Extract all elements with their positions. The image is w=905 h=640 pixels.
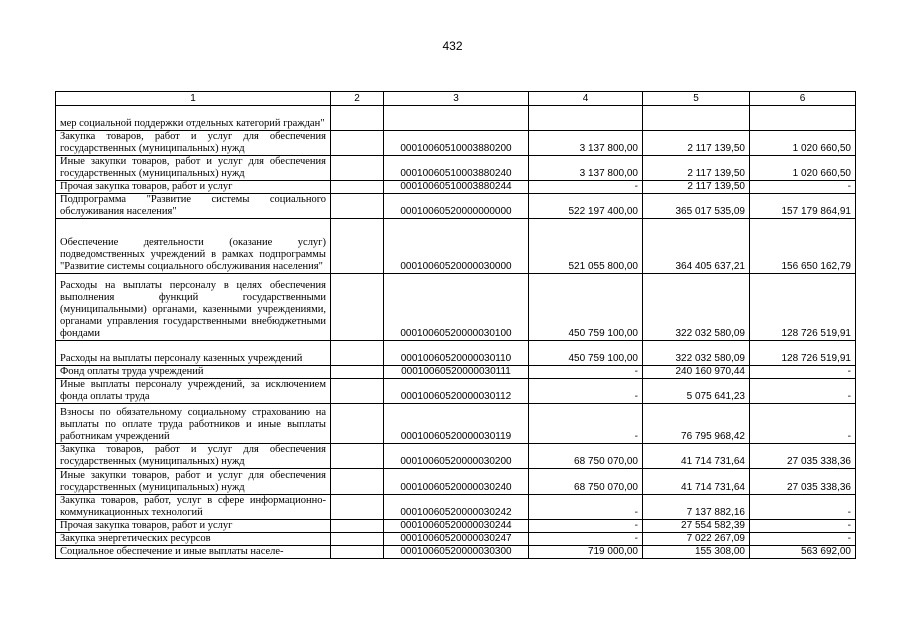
row-code-cell: 00010060510003880200 (384, 131, 529, 156)
row-value-col4-cell: - (529, 533, 643, 546)
budget-table (55, 91, 856, 559)
row-value-col4-cell: - (529, 181, 643, 194)
row-column-2-cell (331, 219, 384, 274)
row-value-col6-cell: - (750, 533, 856, 546)
table-row (56, 341, 856, 366)
row-value-col5-cell: 365 017 535,09 (643, 194, 750, 219)
row-code-cell: 00010060520000030247 (384, 533, 529, 546)
row-code-cell: 00010060520000030100 (384, 274, 529, 341)
row-column-2-cell (331, 533, 384, 546)
row-value-col6-cell: - (750, 379, 856, 404)
row-code-cell: 00010060520000030240 (384, 469, 529, 495)
row-column-2-cell (331, 495, 384, 520)
row-value-col6-cell: 563 692,00 (750, 546, 856, 559)
row-name-cell: Подпрограмма "Развитие системы социального обслуживания населения" (56, 194, 331, 219)
row-value-col5-cell: 322 032 580,09 (643, 274, 750, 341)
column-header: 4 (529, 92, 643, 106)
row-code-cell: 00010060520000030119 (384, 404, 529, 444)
row-value-col5-cell: 2 117 139,50 (643, 156, 750, 181)
row-value-col4-cell: - (529, 379, 643, 404)
row-value-col6-cell: 27 035 338,36 (750, 444, 856, 469)
row-value-col4-cell: 450 759 100,00 (529, 341, 643, 366)
row-name-cell: Взносы по обязательному социальному страхованию на выплаты по оплате труда работников и иные выплаты работникам учреждений (56, 404, 331, 444)
page-number: 432 (442, 39, 463, 53)
row-code-cell: 00010060510003880244 (384, 181, 529, 194)
row-name-cell: Расходы на выплаты персоналу казенных учреждений (56, 341, 331, 366)
row-value-col4-cell: 68 750 070,00 (529, 469, 643, 495)
row-column-2-cell (331, 274, 384, 341)
table-row (56, 274, 856, 341)
row-value-col6-cell: - (750, 181, 856, 194)
row-column-2-cell (331, 341, 384, 366)
row-value-col4-cell: - (529, 404, 643, 444)
row-code-cell: 00010060520000030111 (384, 366, 529, 379)
row-name-cell: Закупка энергетических ресурсов (56, 533, 331, 546)
row-name-cell: Расходы на выплаты персоналу в целях обеспечения выполнения функций государственными (муниципальными) органами, казенными учреждениями, органами управления государственными внебюджетными фондами (56, 274, 331, 341)
row-value-col5-cell (643, 106, 750, 131)
row-name-cell: Прочая закупка товаров, работ и услуг (56, 520, 331, 533)
row-name-cell: Закупка товаров, работ и услуг для обеспечения государственных (муниципальных) нужд (56, 131, 331, 156)
row-column-2-cell (331, 156, 384, 181)
row-column-2-cell (331, 131, 384, 156)
table-row (56, 404, 856, 444)
row-name-cell: Иные выплаты персоналу учреждений, за исключением фонда оплаты труда (56, 379, 331, 404)
row-column-2-cell (331, 194, 384, 219)
row-code-cell: 00010060510003880240 (384, 156, 529, 181)
row-name-cell: Иные закупки товаров, работ и услуг для обеспечения государственных (муниципальных) нужд (56, 469, 331, 495)
row-name-cell: Социальное обеспечение и иные выплаты населе- (56, 546, 331, 559)
row-code-cell: 00010060520000030300 (384, 546, 529, 559)
row-value-col6-cell: 1 020 660,50 (750, 131, 856, 156)
table-row (56, 131, 856, 156)
row-value-col6-cell: 1 020 660,50 (750, 156, 856, 181)
row-column-2-cell (331, 404, 384, 444)
table-row (56, 366, 856, 379)
table-row (56, 379, 856, 404)
row-value-col4-cell: 522 197 400,00 (529, 194, 643, 219)
table-row (56, 533, 856, 546)
row-value-col5-cell: 7 022 267,09 (643, 533, 750, 546)
row-value-col4-cell: 68 750 070,00 (529, 444, 643, 469)
row-column-2-cell (331, 444, 384, 469)
row-value-col4-cell: 719 000,00 (529, 546, 643, 559)
row-column-2-cell (331, 106, 384, 131)
row-column-2-cell (331, 181, 384, 194)
column-header: 3 (384, 92, 529, 106)
column-header: 6 (750, 92, 856, 106)
row-code-cell: 00010060520000030200 (384, 444, 529, 469)
row-value-col5-cell: 76 795 968,42 (643, 404, 750, 444)
row-code-cell: 00010060520000030112 (384, 379, 529, 404)
row-value-col6-cell: 27 035 338,36 (750, 469, 856, 495)
row-value-col5-cell: 364 405 637,21 (643, 219, 750, 274)
row-column-2-cell (331, 366, 384, 379)
column-header: 1 (56, 92, 331, 106)
row-value-col6-cell: 156 650 162,79 (750, 219, 856, 274)
row-code-cell: 00010060520000030110 (384, 341, 529, 366)
row-value-col5-cell: 41 714 731,64 (643, 444, 750, 469)
row-value-col5-cell: 155 308,00 (643, 546, 750, 559)
row-name-cell: Обеспечение деятельности (оказание услуг) подведомственных учреждений в рамках подпрограммы "Развитие системы социального обслуживания населения" (56, 219, 331, 274)
row-value-col6-cell: - (750, 366, 856, 379)
row-value-col4-cell: - (529, 520, 643, 533)
row-value-col6-cell (750, 106, 856, 131)
row-code-cell: 00010060520000030242 (384, 495, 529, 520)
table-row (56, 194, 856, 219)
row-code-cell: 00010060520000030244 (384, 520, 529, 533)
row-code-cell (384, 106, 529, 131)
row-name-cell: Прочая закупка товаров, работ и услуг (56, 181, 331, 194)
row-value-col6-cell: 128 726 519,91 (750, 341, 856, 366)
row-value-col4-cell: - (529, 366, 643, 379)
table-row (56, 444, 856, 469)
row-value-col5-cell: 322 032 580,09 (643, 341, 750, 366)
row-column-2-cell (331, 520, 384, 533)
row-value-col6-cell: - (750, 520, 856, 533)
row-value-col6-cell: - (750, 404, 856, 444)
table-row (56, 546, 856, 559)
table-row (56, 495, 856, 520)
row-name-cell: Фонд оплаты труда учреждений (56, 366, 331, 379)
row-name-cell: Закупка товаров, работ и услуг для обеспечения государственных (муниципальных) нужд (56, 444, 331, 469)
column-header: 2 (331, 92, 384, 106)
row-code-cell: 00010060520000000000 (384, 194, 529, 219)
row-value-col5-cell: 27 554 582,39 (643, 520, 750, 533)
row-value-col5-cell: 240 160 970,44 (643, 366, 750, 379)
row-value-col5-cell: 2 117 139,50 (643, 181, 750, 194)
table-row (56, 219, 856, 274)
table-header-row (56, 92, 856, 106)
row-value-col5-cell: 41 714 731,64 (643, 469, 750, 495)
row-column-2-cell (331, 469, 384, 495)
row-value-col4-cell: - (529, 495, 643, 520)
row-name-cell: Закупка товаров, работ, услуг в сфере информационно-коммуникационных технологий (56, 495, 331, 520)
row-value-col5-cell: 2 117 139,50 (643, 131, 750, 156)
row-value-col4-cell: 521 055 800,00 (529, 219, 643, 274)
table-row (56, 106, 856, 131)
row-name-cell: мер социальной поддержки отдельных категорий граждан" (56, 106, 331, 131)
table-row (56, 156, 856, 181)
row-value-col4-cell: 3 137 800,00 (529, 156, 643, 181)
row-value-col4-cell (529, 106, 643, 131)
row-value-col5-cell: 7 137 882,16 (643, 495, 750, 520)
row-name-cell: Иные закупки товаров, работ и услуг для обеспечения государственных (муниципальных) нужд (56, 156, 331, 181)
row-value-col4-cell: 3 137 800,00 (529, 131, 643, 156)
column-header: 5 (643, 92, 750, 106)
row-value-col5-cell: 5 075 641,23 (643, 379, 750, 404)
row-code-cell: 00010060520000030000 (384, 219, 529, 274)
table-row (56, 469, 856, 495)
row-value-col6-cell: - (750, 495, 856, 520)
row-value-col4-cell: 450 759 100,00 (529, 274, 643, 341)
table-row (56, 181, 856, 194)
row-value-col6-cell: 128 726 519,91 (750, 274, 856, 341)
row-value-col6-cell: 157 179 864,91 (750, 194, 856, 219)
table-row (56, 520, 856, 533)
row-column-2-cell (331, 379, 384, 404)
row-column-2-cell (331, 546, 384, 559)
